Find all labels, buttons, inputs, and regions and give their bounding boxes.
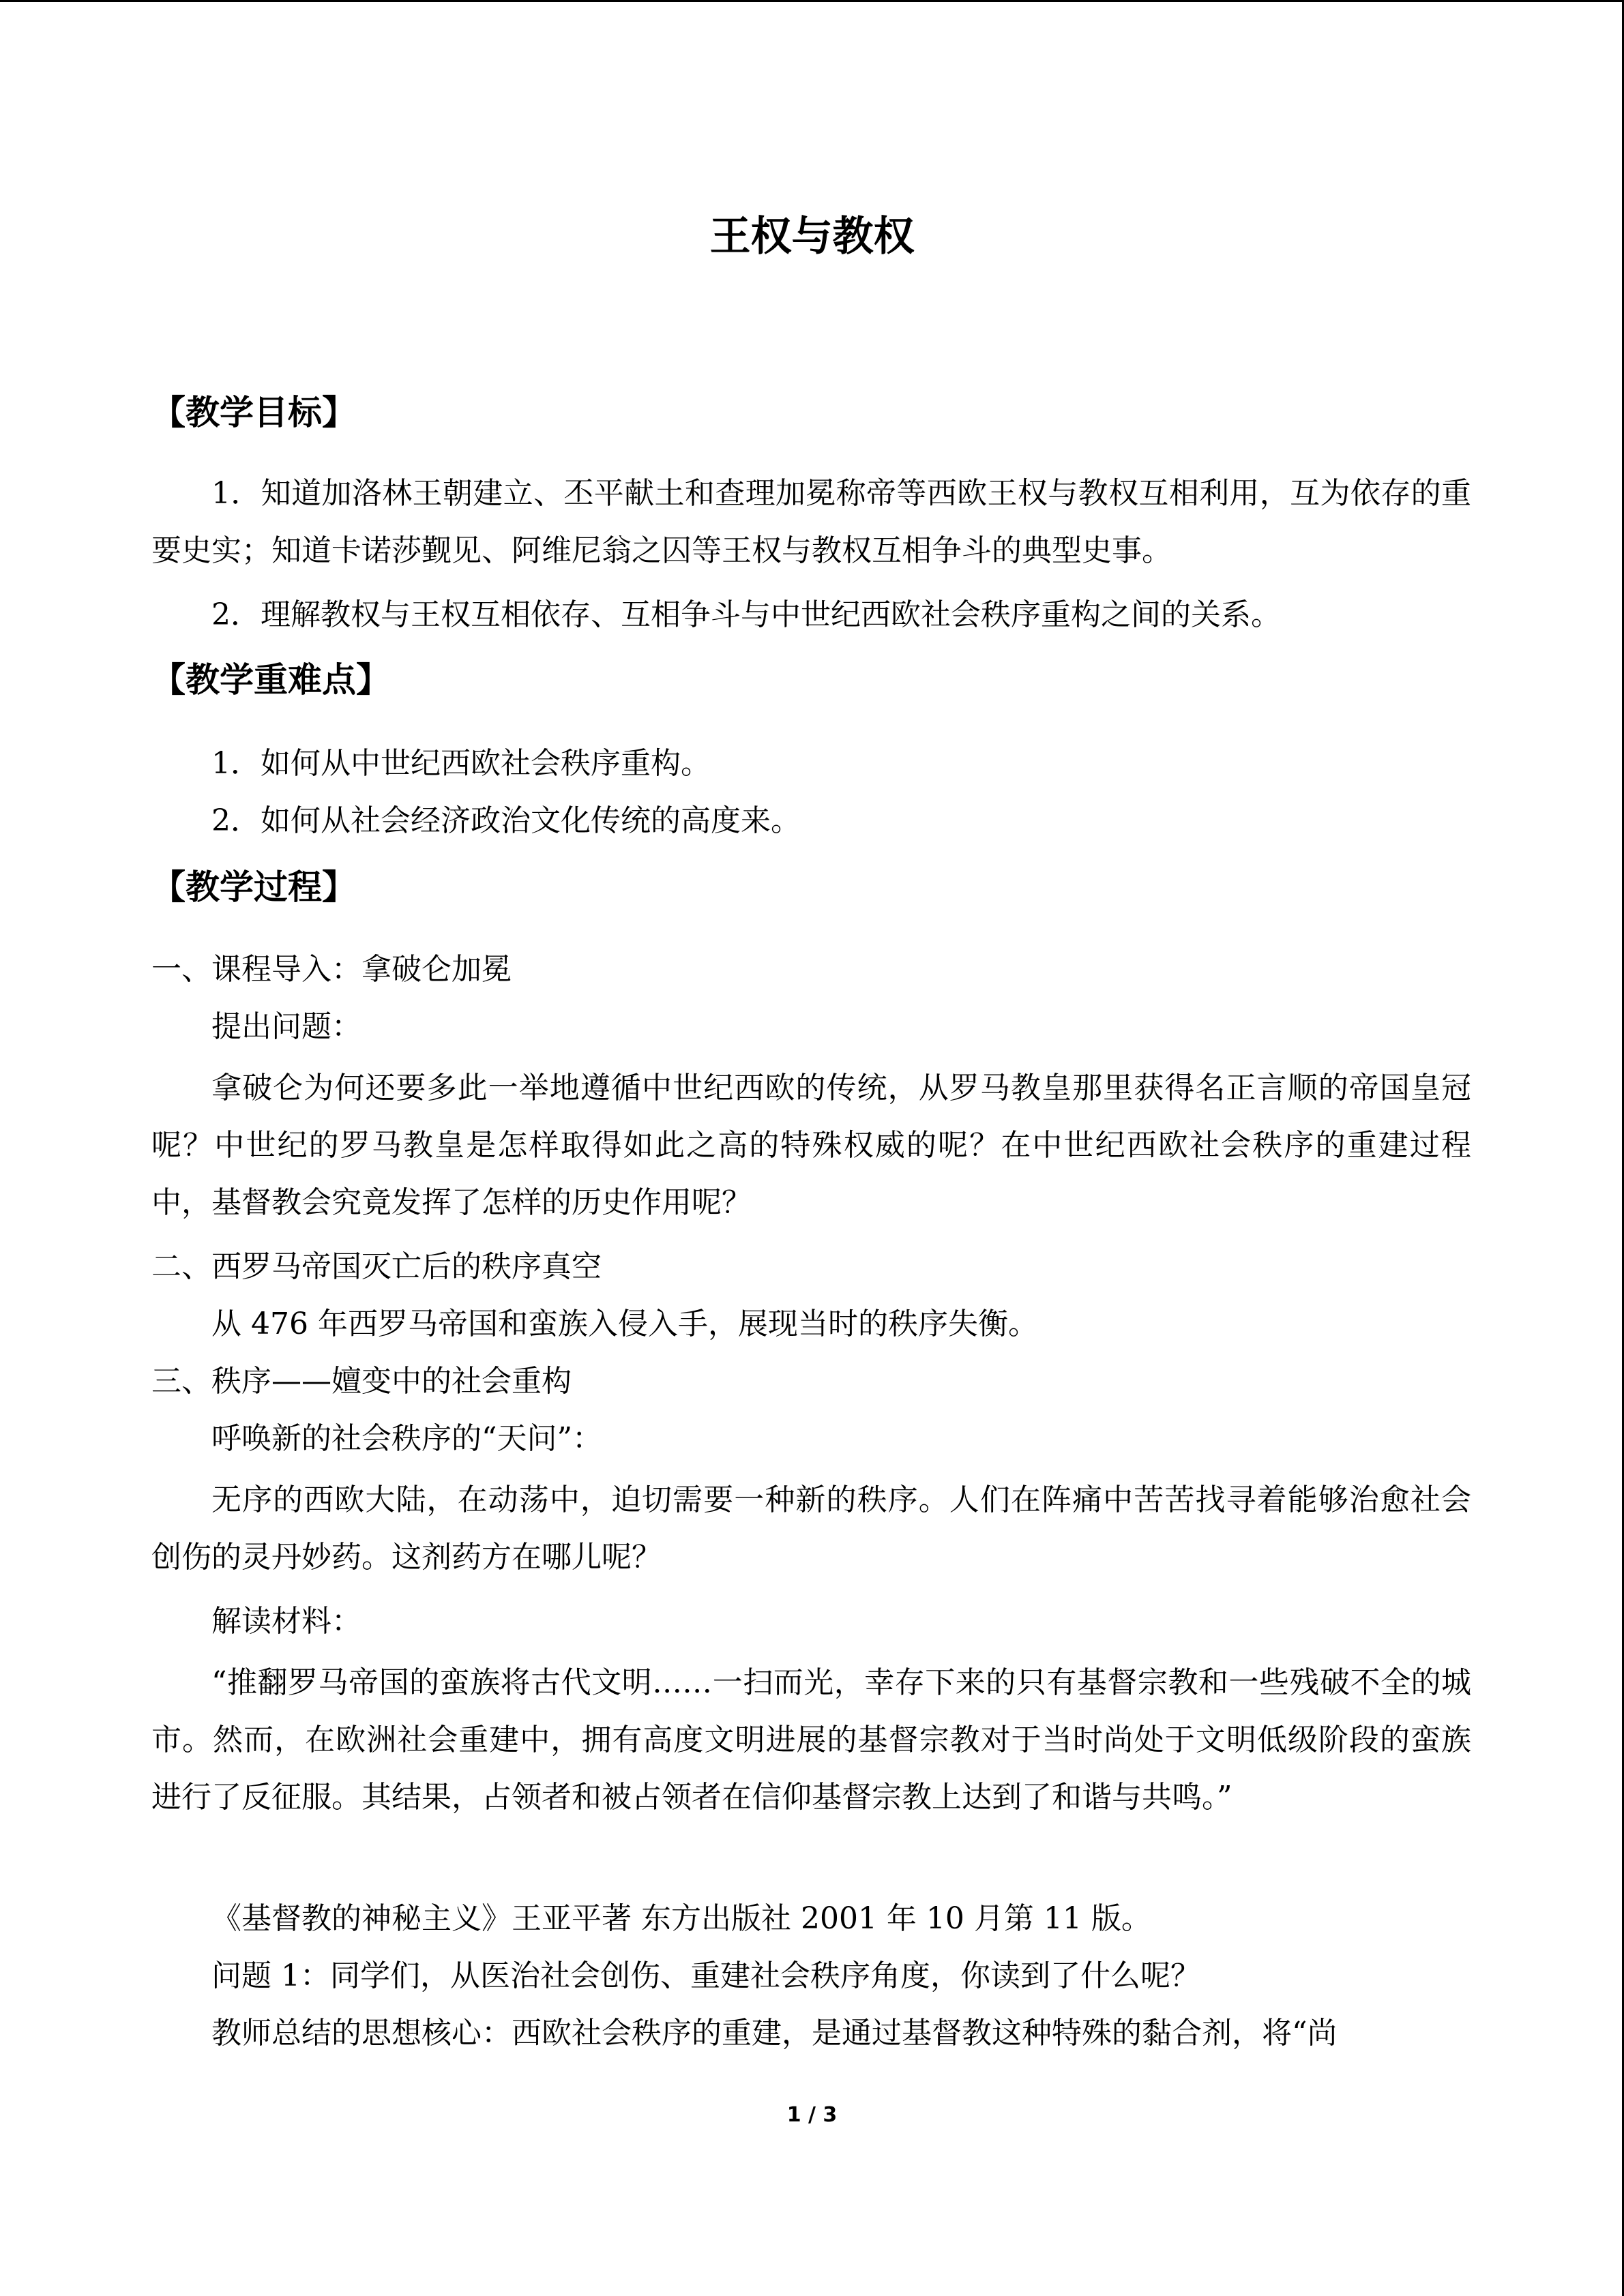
question-1: 问题 1：同学们，从医治社会创伤、重建社会秩序角度，你读到了什么呢？ xyxy=(211,1958,1200,1993)
part1-title: 一、课程导入：拿破仑加冕 xyxy=(151,952,512,987)
reading-quote: “推翻罗马帝国的蛮族将古代文明……一扫而光，幸存下来的只有基督宗教和一些残破不全的城市。然而，在欧洲社会重建中，拥有高度文明进展的基督宗教对于当时尚处于文明低级阶段的蛮族进行了反征服。其结果，占领者和被占领者在信仰基督宗教上达到了和谐与共鸣。” xyxy=(151,1665,1471,1815)
part2-title: 二、西罗马帝国灭亡后的秩序真空 xyxy=(151,1249,602,1284)
part3-prompt: 呼唤新的社会秩序的“天问”： xyxy=(211,1421,602,1456)
part1-text: 拿破仑为何还要多此一举地遵循中世纪西欧的传统，从罗马教皇那里获得名正言顺的帝国皇冠呢？中世纪的罗马教皇是怎样取得如此之高的特殊权威的呢？在中世纪西欧社会秩序的重建过程中，基督教会究竟发挥了怎样的历史作用呢？ xyxy=(151,1071,1471,1220)
part3-text: 无序的西欧大陆，在动荡中，迫切需要一种新的秩序。人们在阵痛中苦苦找寻着能够治愈社会创伤的灵丹妙药。这剂药方在哪儿呢？ xyxy=(151,1482,1471,1575)
part2-text: 从 476 年西罗马帝国和蛮族入侵入手，展现当时的秩序失衡。 xyxy=(211,1307,1038,1341)
part3-title: 三、秩序——嬗变中的社会重构 xyxy=(151,1364,572,1399)
section-heading-process: 【教学过程】 xyxy=(151,867,356,907)
goal-item-1: 1．知道加洛林王朝建立、丕平献土和查理加冕称帝等西欧王权与教权互相利用，互为依存的重要史实；知道卡诺莎觐见、阿维尼翁之囚等王权与教权互相争斗的典型史事。 xyxy=(151,476,1471,568)
key-point-item-2: 2．如何从社会经济政治文化传统的高度来。 xyxy=(211,803,801,838)
section-heading-goals: 【教学目标】 xyxy=(151,393,356,432)
key-point-item-1: 1．如何从中世纪西欧社会秩序重构。 xyxy=(211,746,711,781)
section-heading-key-points: 【教学重难点】 xyxy=(151,660,390,700)
teacher-summary: 教师总结的思想核心：西欧社会秩序的重建，是通过基督教这种特殊的黏合剂，将“尚 xyxy=(211,2016,1338,2051)
part1-prompt: 提出问题： xyxy=(211,1009,361,1044)
page-border-top xyxy=(0,0,1624,2)
document-title: 王权与教权 xyxy=(709,213,915,260)
page-number: 1 / 3 xyxy=(786,2103,838,2127)
reading-label: 解读材料： xyxy=(211,1604,361,1639)
citation: 《基督教的神秘主义》王亚平著 东方出版社 2001 年 10 月第 11 版。 xyxy=(211,1901,1151,1936)
goal-item-2: 2．理解教权与王权互相依存、互相争斗与中世纪西欧社会秩序重构之间的关系。 xyxy=(211,597,1281,632)
